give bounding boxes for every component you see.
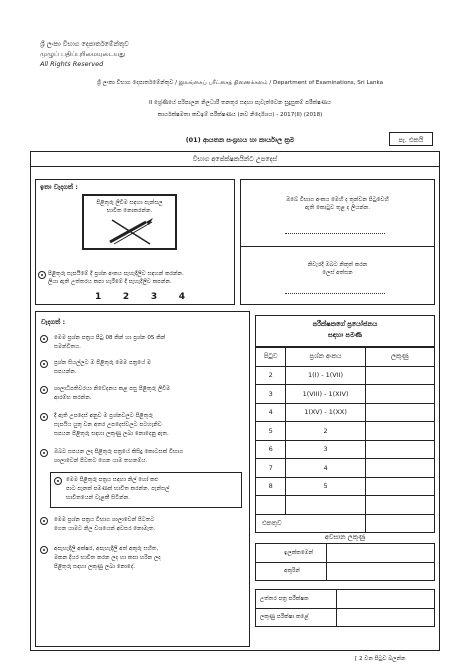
header-marks: ලකුණු [365, 348, 434, 367]
bullet-icon [54, 477, 62, 485]
important-label: වැදගත් : [41, 318, 66, 326]
final-marks-box [255, 543, 435, 581]
final-in-numbers-label: ඉලක්කමෙන් [284, 550, 314, 556]
examiner-title-1: පරීක්ෂකගේ ප්‍රයෝජනය [312, 320, 378, 328]
signature-label-2: ලෙස් අත්සන [322, 270, 353, 276]
total-row [256, 514, 435, 533]
bullet-icon [40, 386, 48, 394]
candidate-divider [240, 246, 435, 247]
bullet-icon [40, 413, 48, 421]
marks-cell[interactable] [365, 496, 434, 515]
examiner-title-2: සඳහා පමණි [328, 331, 362, 339]
total-label: එකතුව [256, 514, 366, 533]
marks-cell[interactable] [365, 459, 434, 478]
marks-cell[interactable] [365, 477, 434, 496]
example-number: 4 [178, 292, 185, 302]
final-in-words-label: අකුරින් [284, 568, 300, 574]
next-page-note: [ 2 වන පිටුව බලන්න [355, 656, 406, 662]
title-divider [30, 166, 440, 167]
page-count-box: පැ. එකයි [389, 132, 433, 146]
table-header-row [256, 348, 435, 367]
index-number-field[interactable] [285, 233, 385, 234]
copyright-si: ශ්‍රී ලංකා විභාග දෙපාර්තමේන්තුව [40, 40, 129, 48]
paper-title: (01) ආයතන සංග්‍රහය හා කාර්යාල ක්‍රම [185, 136, 295, 144]
header-question: ප්‍රශ්න අංකය [286, 348, 365, 367]
pencil-note-1: පිළිතුරු ලිවීම සඳහා පැන්සල [96, 200, 163, 206]
marks-table [255, 347, 435, 533]
signature-field[interactable] [285, 293, 385, 294]
marks-cell[interactable] [365, 403, 434, 422]
copyright-ta: முழுப் பதிப்புரிமையுடையது [40, 50, 126, 58]
bullet-icon [40, 335, 48, 343]
marks-cell[interactable] [365, 422, 434, 441]
bullet-icon [40, 546, 48, 554]
crossed-pencil-icon [106, 216, 156, 246]
table-row: 3 1(VIII) - 1(XIV) [256, 385, 435, 404]
rights-reserved: All Rights Reserved [40, 60, 104, 68]
pencil-note-2: භාවිත නොකරන්න. [106, 208, 153, 214]
table-row: 4 1(XV) - 1(XX) [256, 403, 435, 422]
pencil-illustration [82, 194, 177, 250]
example-numbers [95, 293, 185, 301]
table-row [256, 496, 435, 515]
example-number: 2 [122, 292, 130, 302]
index-label-2: ඇති කොටුව තුළ ද ලියන්න. [304, 205, 371, 211]
instructions-title: විභාග අපේක්ෂකයින්ට උපදෙස් [192, 155, 278, 163]
header-page: පිටුව [256, 348, 286, 367]
exam-title-line1: II ශ්‍රේණියේ පරිපාලන නිලධාරී තනතුර සඳහා පැවැත්වෙන සුදුසුකම් පරීක්ෂණය [148, 100, 332, 106]
department-line: ශ්‍රී ලංකා විභාග දෙපාර්තමේන්තුව / இலங்கைப் பரீட்சைத் திணைக்களம் / Department of Examinations, Sri Lanka [96, 80, 384, 86]
final-marks-title: අවසාන ලකුණු [324, 533, 366, 541]
marks-cell[interactable] [365, 366, 434, 385]
table-row: 2 1(I) - 1(VII) [256, 366, 435, 385]
bullet-icon [40, 517, 48, 525]
table-row: 7 4 [256, 459, 435, 478]
bullet-icon [38, 271, 46, 279]
index-label-1: ඔබේ විභාග අංකය මෙහි ද තුන්වන පිටුවෙහි [286, 197, 389, 203]
marks-cell[interactable] [365, 440, 434, 459]
example-label: ඉතා වැදගත් : [40, 183, 78, 191]
example-note-2: ලියා ඇති උත්තරය කපා හැරීමේ දී පැහැදිලිව කපන්න. [48, 279, 172, 285]
example-number: 1 [95, 292, 102, 302]
exam-title-line2: කාර්යක්ෂමතා කඩඉම් පරීක්ෂණය (නව නිර්දේශය) - 2017(II) (2018) [157, 112, 323, 118]
answer-examiner-label: උත්තර පත්‍ර පරීක්ෂක [260, 596, 309, 602]
table-row: 5 2 [256, 422, 435, 441]
bullet-icon [40, 449, 48, 457]
marks-checked-label: ලකුණු පරීක්ෂා කළේ [260, 614, 309, 620]
table-row: 6 3 [256, 440, 435, 459]
total-marks-cell[interactable] [365, 514, 434, 533]
marks-cell[interactable] [365, 385, 434, 404]
examiner-sign-box [255, 589, 435, 627]
pen-instruction-box: මෙම පිළිතුරු පත්‍රය සඳහා නිල් හෝ කළු පාට පෑනක් පමණක් භාවිත කරන්න. පැන්සල් භාවිතයෙන් වැළකී සිටින්න. [50, 472, 242, 508]
example-note-1: පිළිතුරු සැපයීමේ දී ප්‍රශ්න අංකය පැහැදිලිව සඳහන් කරන්න. [48, 271, 184, 277]
example-number: 3 [150, 292, 158, 302]
signature-label-1: නිවැරදි ඔබට නිකුත් කරන [307, 262, 368, 268]
bullet-icon [40, 360, 48, 368]
table-row: 8 5 [256, 477, 435, 496]
